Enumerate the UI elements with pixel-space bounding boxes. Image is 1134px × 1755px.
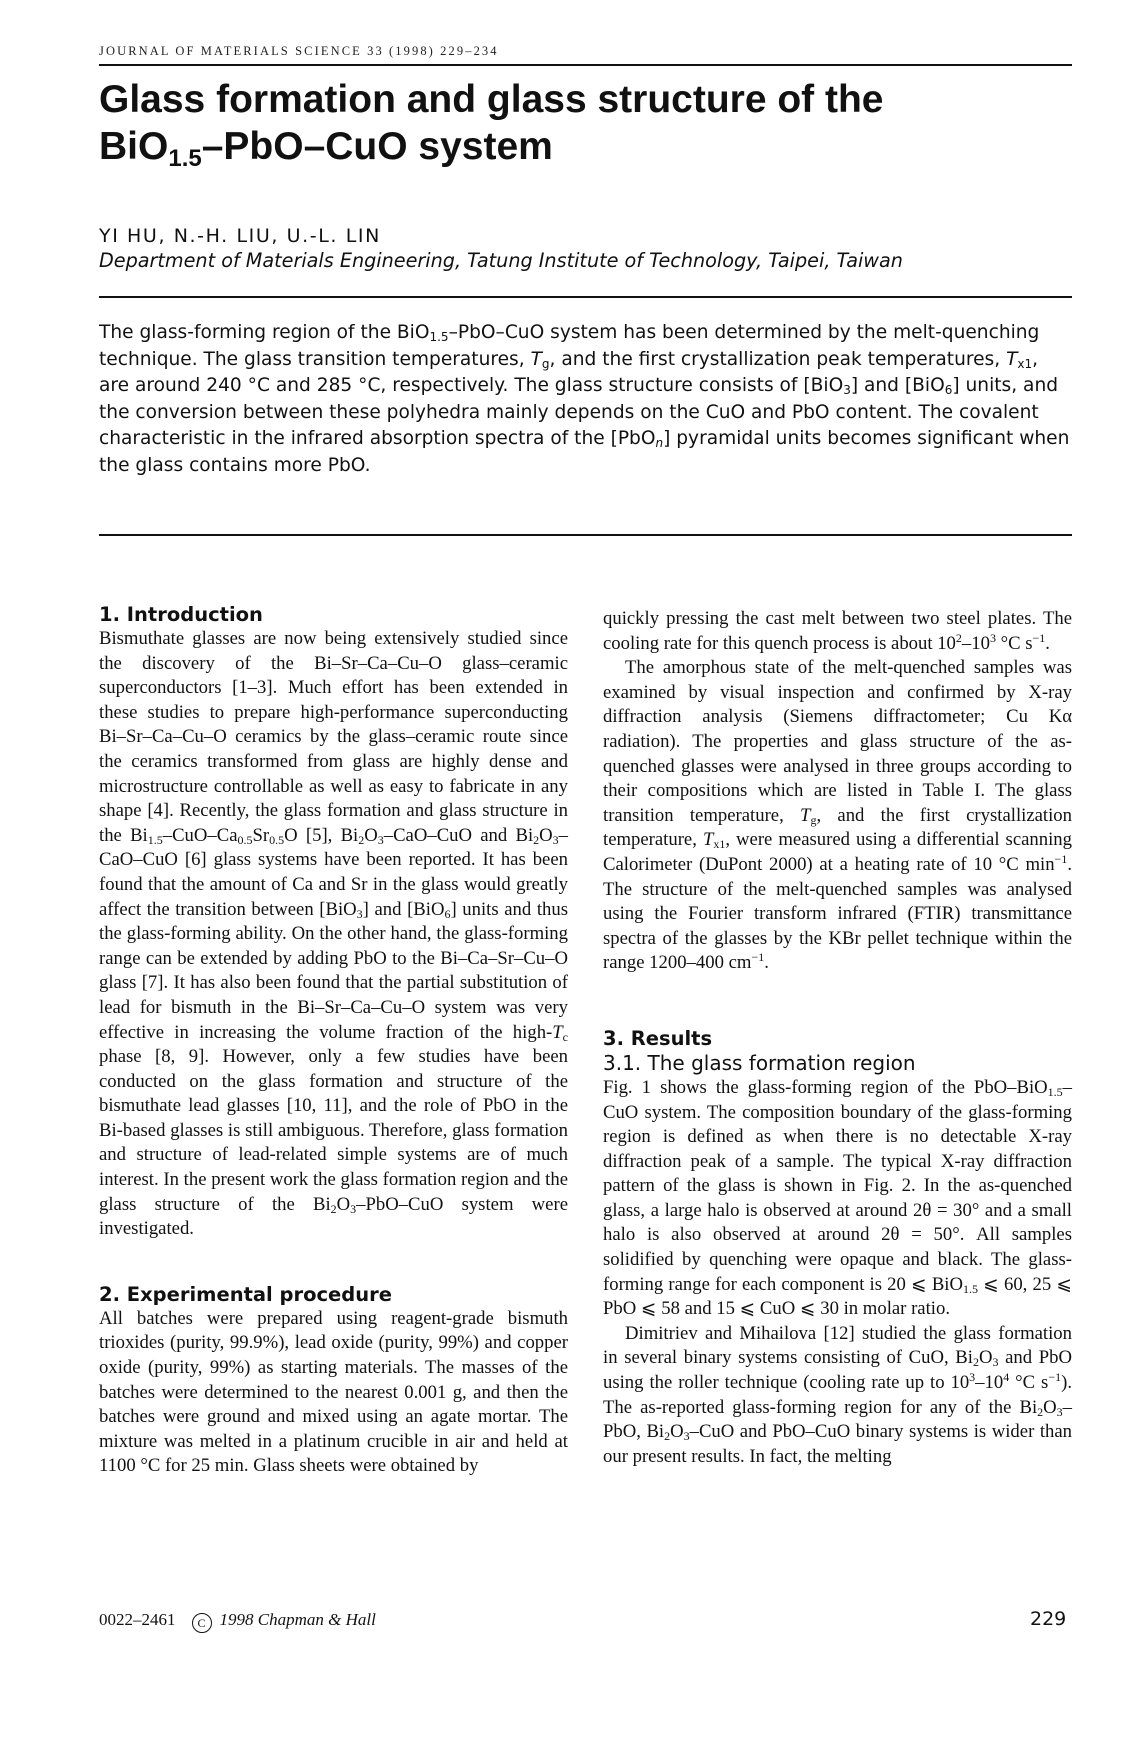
title-line-1: Glass formation and glass structure of the: [99, 78, 884, 121]
title-line-2-prefix: BiO: [99, 125, 169, 168]
experimental-continued-paragraph: quickly pressing the cast melt between two steel plates. The cooling rate for this quench process is about $10^2-10^3$ °C $s^{-1}$.: [603, 608, 1072, 654]
title-line-2-suffix: –PbO–CuO system: [201, 125, 553, 168]
abstract-bottom-rule: [99, 534, 1072, 536]
affiliation: Department of Materials Engineering, Tatung Institute of Technology, Taipei, Taiwan: [99, 249, 903, 272]
abstract-top-rule: [99, 296, 1072, 298]
results-paragraph-2: Dimitriev and Mihailova [12] studied the glass formation in several binary systems consisting of CuO, $Bi_2O_3$ and PbO using the roller technique (cooling rate up to $10^3-10^4$ °C $s^{-1}$). The as-reported glass-forming region for any of the $Bi_2O_3$–PbO, $Bi_2O_3$–CuO and PbO–CuO binary systems is wider than our present results. In fact, the melting: [603, 1322, 1073, 1467]
abstract: The glass-forming region of the BiO$_{1.5}$–PbO–CuO system has been determined by the melt-quenching technique. The glass transition temperatures, $T_g$, and the first crystallization peak temperatures, $T_{x1}$, are around 240 °C and 285 °C, respectively. The glass structure consists of [BiO$_3$] and [BiO$_6$] units, and the conversion between these polyhedra mainly depends on the CuO and PbO content. The covalent characteristic in the infrared absorption spectra of the [PbO$_n$] pyramidal units becomes significant when the glass contains more PbO.: [99, 322, 1070, 476]
article-title: [99, 76, 1059, 170]
publisher: 1998 Chapman & Hall: [219, 1610, 376, 1629]
subsection-heading-glass-formation-region: 3.1. The glass formation region: [603, 1050, 916, 1075]
title-subscript: 1.5: [168, 145, 202, 172]
footer-citation: [99, 1610, 376, 1633]
page-number: 229: [1030, 1608, 1067, 1630]
section-heading-results: 3. Results: [603, 1026, 713, 1050]
section-heading-introduction: 1. Introduction: [99, 603, 263, 626]
results-paragraph-1: Fig. 1 shows the glass-forming region of the PbO–BiO$_{1.5}$–CuO system. The composition boundary of the glass-forming region is defined as when there is no detectable X-ray diffraction peak of a sample. The typical X-ray diffraction pattern of the glass is shown in Fig. 2. In the as-quenched glass, a large halo is observed at around 2θ = 30° and a small halo is also observed at around 2θ = 50°. All samples solidified by quenching were opaque and black. The glass-forming range for each component is 20 ⩽ BiO$_{1.5}$ ⩽ 60, 25 ⩽ PbO ⩽ 58 and 15 ⩽ CuO ⩽ 30 in molar ratio.: [603, 1076, 1072, 1320]
experimental-paragraph-2: The amorphous state of the melt-quenched samples was examined by visual inspection and confirmed by X-ray diffraction analysis (Siemens diffractometer; Cu Kα radiation). The properties and glass structure of the as-quenched glasses were analysed in three groups according to their compositions which are listed in Table I. The glass transition temperature, $T_g$, and the first crystallization temperature, $T_{x1}$, were measured using a differential scanning Calorimeter (DuPont 2000) at a heating rate of 10 °C $\min^{-1}$. The structure of the melt-quenched samples was analysed using the Fourier transform infrared (FTIR) transmittance spectra of the glasses by the KBr pellet technique within the range 1200–400 $cm^{-1}$.: [603, 657, 1072, 974]
authors: YI HU, N.-H. LIU, U.-L. LIN: [99, 225, 381, 247]
header-rule: [99, 64, 1072, 66]
experimental-paragraph: All batches were prepared using reagent-grade bismuth trioxides (purity, 99.9%), lead oxide (purity, 99%) and copper oxide (purity, 99%) as starting materials. The masses of the batches were determined to the nearest 0.001 g, and then the batches were ground and mixed using an agate mortar. The mixture was melted in a platinum crucible in air and held at 1100 °C for 25 min. Glass sheets were obtained by: [99, 1307, 568, 1477]
copyright-icon: C: [192, 1613, 212, 1633]
left-column: [99, 602, 568, 1479]
journal-header: JOURNAL OF MATERIALS SCIENCE 33 (1998) 229–234: [99, 44, 499, 58]
section-heading-experimental: 2. Experimental procedure: [99, 1282, 392, 1306]
right-column: [603, 607, 1072, 1469]
issn: 0022–2461: [99, 1610, 176, 1629]
introduction-paragraph: Bismuthate glasses are now being extensively studied since the discovery of the Bi–Sr–Ca–Cu–O glass–ceramic superconductors [1–3]. Much effort has been extended in these studies to prepare high-performance superconducting Bi–Sr–Ca–Cu–O ceramics by the glass–ceramic route since the ceramics transformed from glass are highly dense and microstructure controllable as well as easy to fabricate in any shape [4]. Recently, the glass formation and glass structure in the $Bi_{1.5}-CuO-Ca_{0.5}Sr_{0.5}O$ [5], $Bi_2O_3-CaO$–CuO and $Bi_2O_3-CaO$–CuO [6] glass systems have been reported. It has been found that the amount of Ca and Sr in the glass would greatly affect the transition between [BiO$_3$] and [BiO$_6$] units and thus the glass-forming ability. On the other hand, the glass-forming range can be extended by adding PbO to the Bi–Ca–Sr–Cu–O glass [7]. It has also been found that the partial substitution of lead for bismuth in the Bi–Sr–Ca–Cu–O system was very effective in increasing the volume fraction of the high-$T_c$ phase [8, 9]. However, only a few studies have been conducted on the glass formation and structure of the bismuthate lead glasses [10, 11], and the role of PbO in the Bi-based glasses is still ambiguous. Therefore, glass formation and structure of lead-related simple systems are of much interest. In the present work the glass formation region and the glass structure of the $Bi_2O_3-PbO$–CuO system were investigated.: [99, 628, 568, 1240]
